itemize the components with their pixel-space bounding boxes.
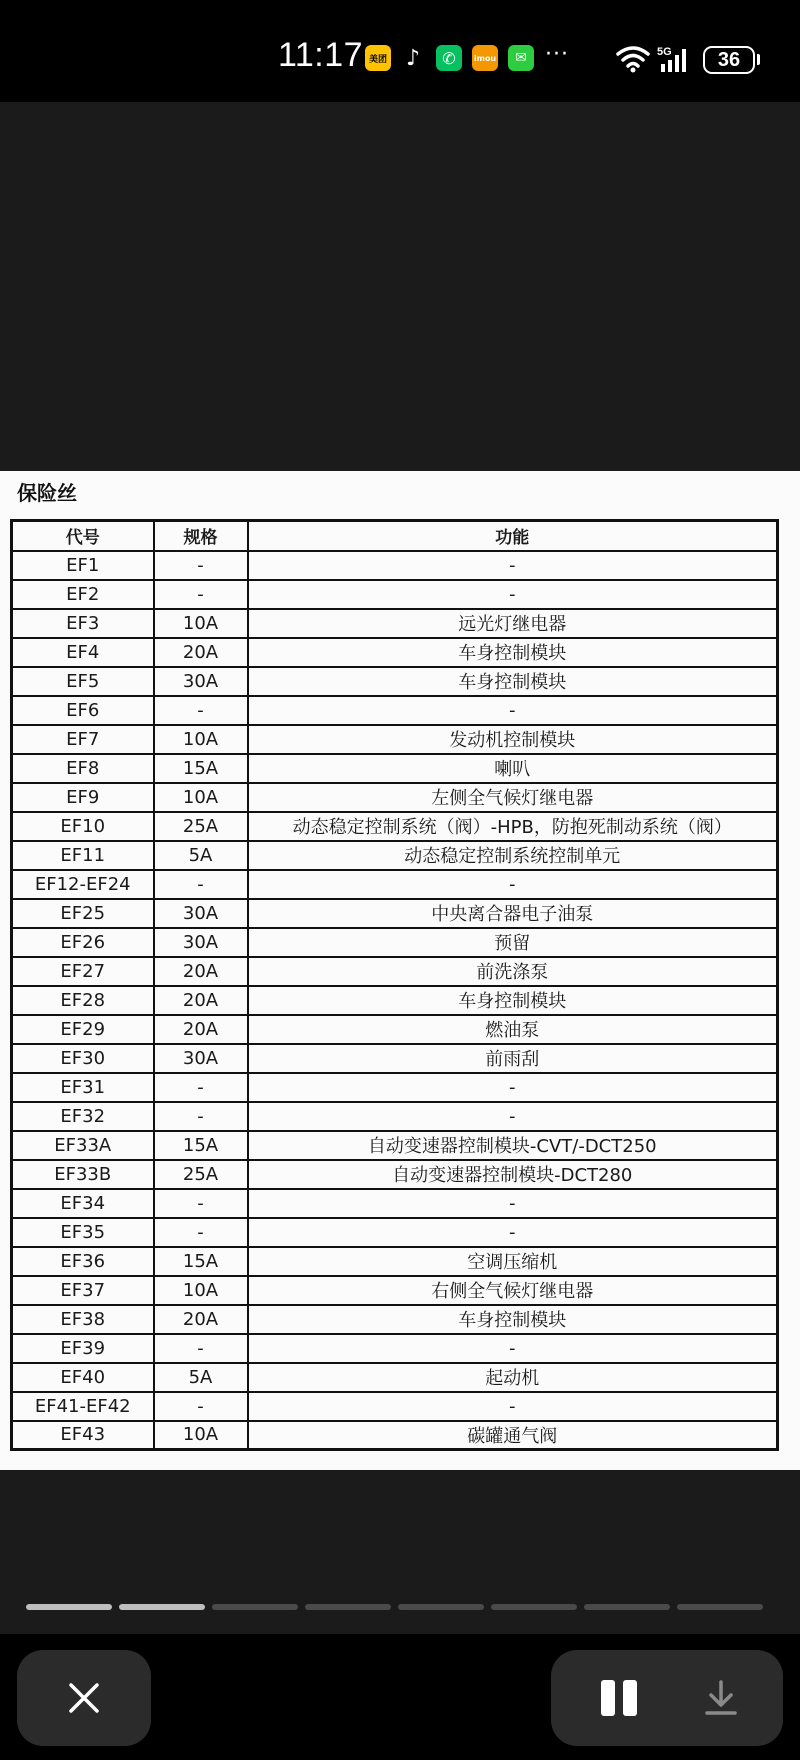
fuse-function-cell: 车身控制模块 (248, 986, 778, 1015)
fuse-spec-cell: 30A (154, 899, 248, 928)
table-row (12, 754, 778, 783)
battery-cap (757, 54, 760, 65)
pause-button[interactable] (599, 1680, 639, 1716)
fuse-spec-cell: 30A (154, 667, 248, 696)
fuse-spec-cell: 20A (154, 957, 248, 986)
fuse-code-cell: EF26 (12, 928, 154, 957)
fuse-spec-cell: 25A (154, 812, 248, 841)
table-row (12, 725, 778, 754)
fuse-function-cell: 发动机控制模块 (248, 725, 778, 754)
table-row (12, 1305, 778, 1334)
status-bar (0, 0, 800, 102)
fuse-spec-cell: 10A (154, 609, 248, 638)
fuse-code-cell: EF25 (12, 899, 154, 928)
close-button[interactable] (17, 1650, 151, 1746)
fuse-function-cell: 预留 (248, 928, 778, 957)
fuse-spec-cell: - (154, 696, 248, 725)
fuse-function-cell: 远光灯继电器 (248, 609, 778, 638)
fuse-code-cell: EF39 (12, 1334, 154, 1363)
line-icon: ✉ (508, 45, 534, 71)
fuse-spec-cell: 20A (154, 986, 248, 1015)
wechat-icon: ✆ (436, 45, 462, 71)
fuse-code-cell: EF9 (12, 783, 154, 812)
table-row (12, 609, 778, 638)
table-row (12, 1218, 778, 1247)
table-row (12, 870, 778, 899)
progress-segment (119, 1604, 205, 1610)
clock: 11:17 (278, 36, 364, 74)
fuse-spec-cell: 30A (154, 1044, 248, 1073)
fuse-code-cell: EF28 (12, 986, 154, 1015)
fuse-code-cell: EF2 (12, 580, 154, 609)
fuse-code-cell: EF38 (12, 1305, 154, 1334)
fuse-code-cell: EF35 (12, 1218, 154, 1247)
table-header-row (12, 521, 778, 551)
table-row (12, 957, 778, 986)
column-header-code: 代号 (12, 521, 154, 551)
fuse-spec-cell: 10A (154, 725, 248, 754)
fuse-spec-cell: 15A (154, 1131, 248, 1160)
table-row (12, 551, 778, 580)
table-row (12, 986, 778, 1015)
fuse-spec-cell: 20A (154, 638, 248, 667)
document-title: 保险丝 (17, 481, 77, 505)
table-row (12, 1334, 778, 1363)
fuse-function-cell: - (248, 870, 778, 899)
fuse-spec-cell: - (154, 1073, 248, 1102)
fuse-spec-cell: 20A (154, 1015, 248, 1044)
fuse-function-cell: - (248, 580, 778, 609)
table-row (12, 1276, 778, 1305)
fuse-code-cell: EF27 (12, 957, 154, 986)
table-row (12, 899, 778, 928)
table-row (12, 928, 778, 957)
pause-icon (601, 1680, 615, 1716)
close-icon (68, 1682, 100, 1714)
table-row (12, 1015, 778, 1044)
fuse-function-cell: 左侧全气候灯继电器 (248, 783, 778, 812)
table-row (12, 812, 778, 841)
fuse-table (10, 519, 779, 1451)
column-header-spec: 规格 (154, 521, 248, 551)
fuse-function-cell: - (248, 1102, 778, 1131)
progress-segment (212, 1604, 298, 1610)
fuse-function-cell: 起动机 (248, 1363, 778, 1392)
fuse-function-cell: 前洗涤泵 (248, 957, 778, 986)
fuse-function-cell: 燃油泵 (248, 1015, 778, 1044)
fuse-spec-cell: 10A (154, 1276, 248, 1305)
table-row (12, 783, 778, 812)
fuse-code-cell: EF43 (12, 1421, 154, 1450)
fuse-spec-cell: 5A (154, 1363, 248, 1392)
fuse-function-cell: - (248, 1189, 778, 1218)
fuse-spec-cell: - (154, 1102, 248, 1131)
svg-text:5G: 5G (657, 46, 672, 58)
table-row (12, 1421, 778, 1450)
table-row (12, 667, 778, 696)
progress-segment (398, 1604, 484, 1610)
fuse-function-cell: - (248, 1073, 778, 1102)
fuse-function-cell: 动态稳定控制系统（阀）-HPB，防抱死制动系统（阀） (248, 812, 778, 841)
fuse-spec-cell: 15A (154, 754, 248, 783)
fuse-function-cell: 车身控制模块 (248, 638, 778, 667)
table-row (12, 1363, 778, 1392)
fuse-function-cell: 喇叭 (248, 754, 778, 783)
fuse-function-cell: 空调压缩机 (248, 1247, 778, 1276)
table-row (12, 1044, 778, 1073)
playback-controls (551, 1650, 783, 1746)
fuse-spec-cell: - (154, 1392, 248, 1421)
fuse-code-cell: EF33A (12, 1131, 154, 1160)
fuse-code-cell: EF5 (12, 667, 154, 696)
fuse-spec-cell: - (154, 580, 248, 609)
fuse-function-cell: 自动变速器控制模块-CVT/-DCT250 (248, 1131, 778, 1160)
fuse-spec-cell: 30A (154, 928, 248, 957)
fuse-function-cell: 前雨刮 (248, 1044, 778, 1073)
tiktok-icon: ♪ (405, 45, 421, 71)
table-row (12, 638, 778, 667)
fuse-spec-cell: - (154, 551, 248, 580)
fuse-function-cell: 自动变速器控制模块-DCT280 (248, 1160, 778, 1189)
download-icon[interactable] (701, 1678, 741, 1718)
table-row (12, 1392, 778, 1421)
fuse-function-cell: - (248, 696, 778, 725)
more-notifications-icon: ··· (545, 42, 569, 67)
column-header-function: 功能 (248, 521, 778, 551)
progress-segment (491, 1604, 577, 1610)
image-viewer[interactable] (0, 102, 800, 1634)
fuse-code-cell: EF11 (12, 841, 154, 870)
fuse-spec-cell: 25A (154, 1160, 248, 1189)
fuse-code-cell: EF1 (12, 551, 154, 580)
fuse-code-cell: EF12-EF24 (12, 870, 154, 899)
fuse-function-cell: 车身控制模块 (248, 1305, 778, 1334)
table-row (12, 1189, 778, 1218)
fuse-code-cell: EF8 (12, 754, 154, 783)
fuse-function-cell: 动态稳定控制系统控制单元 (248, 841, 778, 870)
table-row (12, 1102, 778, 1131)
fuse-code-cell: EF37 (12, 1276, 154, 1305)
fuse-spec-cell: 15A (154, 1247, 248, 1276)
table-row (12, 1073, 778, 1102)
fuse-code-cell: EF6 (12, 696, 154, 725)
fuse-code-cell: EF3 (12, 609, 154, 638)
fuse-code-cell: EF30 (12, 1044, 154, 1073)
fuse-function-cell: - (248, 1218, 778, 1247)
fuse-function-cell: 中央离合器电子油泵 (248, 899, 778, 928)
fuse-code-cell: EF29 (12, 1015, 154, 1044)
fuse-code-cell: EF40 (12, 1363, 154, 1392)
fuse-code-cell: EF7 (12, 725, 154, 754)
fuse-code-cell: EF4 (12, 638, 154, 667)
fuse-spec-cell: - (154, 1189, 248, 1218)
table-row (12, 841, 778, 870)
fuse-spec-cell: - (154, 1218, 248, 1247)
fuse-code-cell: EF36 (12, 1247, 154, 1276)
progress-segment (305, 1604, 391, 1610)
fuse-code-cell: EF10 (12, 812, 154, 841)
fuse-spec-cell: 5A (154, 841, 248, 870)
fuse-function-cell: - (248, 1334, 778, 1363)
meituan-icon: 美团 (365, 45, 391, 71)
fuse-code-cell: EF32 (12, 1102, 154, 1131)
table-row (12, 1131, 778, 1160)
fuse-spec-cell: 10A (154, 783, 248, 812)
fuse-function-cell: - (248, 551, 778, 580)
fuse-function-cell: - (248, 1392, 778, 1421)
cellular-signal-icon (657, 44, 693, 74)
table-body (12, 551, 778, 1450)
table-row (12, 1247, 778, 1276)
imou-icon: imou (472, 45, 498, 71)
fuse-function-cell: 右侧全气候灯继电器 (248, 1276, 778, 1305)
fuse-code-cell: EF33B (12, 1160, 154, 1189)
table-row (12, 580, 778, 609)
table-row (12, 1160, 778, 1189)
fuse-code-cell: EF41-EF42 (12, 1392, 154, 1421)
progress-segment (677, 1604, 763, 1610)
fuse-code-cell: EF31 (12, 1073, 154, 1102)
wifi-icon (616, 44, 650, 74)
table-row (12, 696, 778, 725)
progress-segment (26, 1604, 112, 1610)
battery-icon: 36 (703, 46, 755, 74)
fuse-spec-cell: 10A (154, 1421, 248, 1450)
progress-segment (584, 1604, 670, 1610)
fuse-code-cell: EF34 (12, 1189, 154, 1218)
fuse-spec-cell: - (154, 1334, 248, 1363)
pause-icon-bar (623, 1680, 637, 1716)
fuse-spec-cell: 20A (154, 1305, 248, 1334)
fuse-function-cell: 碳罐通气阀 (248, 1421, 778, 1450)
fuse-function-cell: 车身控制模块 (248, 667, 778, 696)
fuse-table-image[interactable] (0, 471, 800, 1470)
fuse-spec-cell: - (154, 870, 248, 899)
story-progress (26, 1604, 763, 1610)
